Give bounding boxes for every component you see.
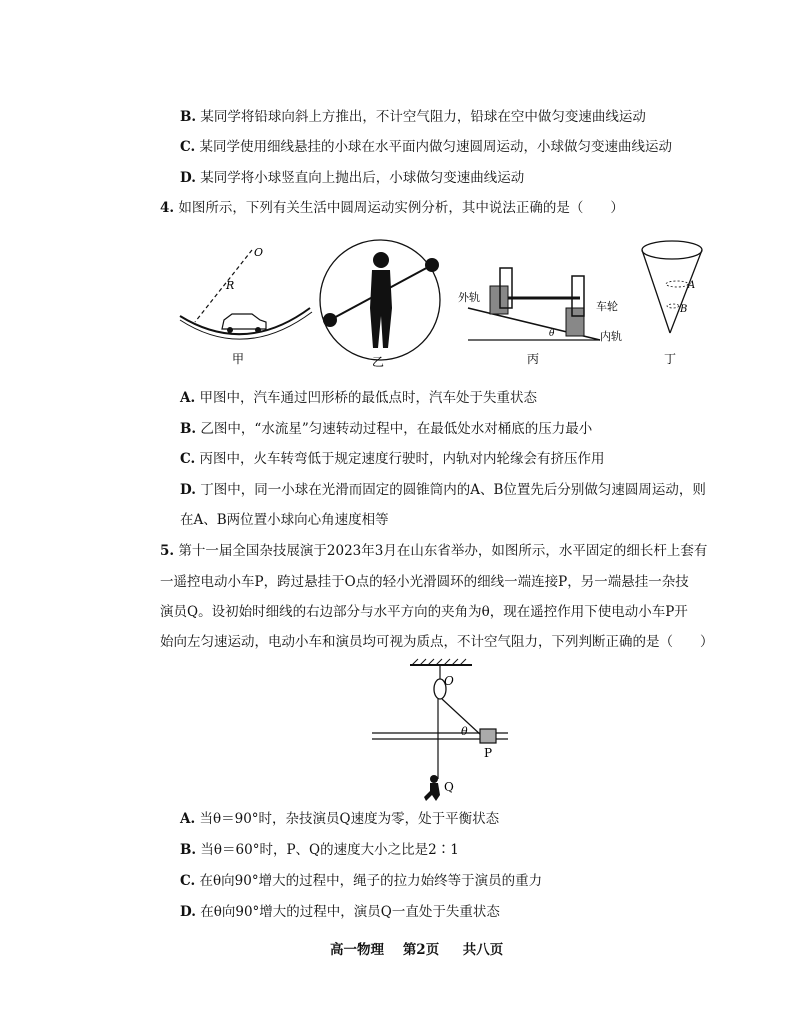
label-ding: 丁: [664, 352, 677, 366]
q4-figures: [0, 228, 794, 378]
q4-option-a: A. 甲图中，汽车通过凹形桥的最低点时，汽车处于失重状态: [180, 390, 537, 406]
q5-option-b: B. 当θ＝60°时，P、Q的速度大小之比是2∶1: [180, 842, 459, 858]
figure-jia: [180, 246, 312, 339]
figure-bing: [458, 268, 622, 343]
label-a-ding: A: [688, 280, 696, 291]
label-outer-rail: 外轨: [458, 291, 480, 304]
q5-option-c: C. 在θ向90°增大的过程中，绳子的拉力始终等于演员的重力: [180, 873, 543, 889]
label-b-ding: B: [680, 304, 688, 315]
label-o-jia: O: [254, 246, 264, 259]
label-o-q5: O: [444, 674, 454, 688]
label-theta-q5: θ: [461, 725, 468, 738]
label-inner-rail: 内轨: [600, 330, 622, 343]
figure-ding: [642, 241, 702, 333]
label-p: P: [484, 746, 493, 760]
q5-stem-3: 演员Q。设初始时细线的右边部分与水平方向的夹角为θ，现在遥控作用下使电动小车P开: [160, 604, 688, 620]
footer-subject: 高一物理: [330, 942, 384, 958]
q5-option-a: A. 当θ＝90°时，杂技演员Q速度为零，处于平衡状态: [180, 811, 500, 827]
q3-option-c: C. 某同学使用细线悬挂的小球在水平面内做匀速圆周运动，小球做匀变速曲线运动: [180, 139, 673, 155]
q5-stem-4: 始向左匀速运动，电动小车和演员均可视为质点，不计空气阻力，下列判断正确的是（ ）: [160, 634, 714, 650]
q5-option-d: D. 在θ向90°增大的过程中，演员Q一直处于失重状态: [180, 904, 500, 920]
label-wheel: 车轮: [596, 300, 618, 313]
footer-total: 共八页: [462, 942, 504, 958]
label-bing: 丙: [527, 352, 540, 366]
q5-stem-1: 5. 第十一届全国杂技展演于2023年3月在山东省举办，如图所示，水平固定的细长杆上套有: [160, 543, 708, 559]
q3-option-d: D. 某同学将小球竖直向上抛出后，小球做匀变速曲线运动: [180, 170, 525, 186]
q5-figure: [0, 655, 794, 805]
q4-stem: 4. 如图所示，下列有关生活中圆周运动实例分析，其中说法正确的是（ ）: [160, 200, 624, 216]
q4-option-d-cont: 在A、B两位置小球向心角速度相等: [180, 512, 389, 528]
label-yi: 乙: [372, 355, 385, 369]
label-q: Q: [444, 780, 454, 794]
q4-option-b: B. 乙图中，“水流星”匀速转动过程中，在最低处水对桶底的压力最小: [180, 421, 593, 437]
q3-option-b: B. 某同学将铅球向斜上方推出，不计空气阻力，铅球在空中做匀变速曲线运动: [180, 109, 646, 125]
q4-option-d: D. 丁图中，同一小球在光滑而固定的圆锥筒内的A、B位置先后分别做匀速圆周运动，则: [180, 482, 706, 498]
label-r: R: [226, 279, 235, 292]
footer-page: 第2页: [402, 942, 440, 958]
q4-option-c: C. 丙图中，火车转弯低于规定速度行驶时，内轨对内轮缘会有挤压作用: [180, 451, 605, 467]
label-jia: 甲: [232, 352, 245, 366]
figure-yi: [320, 240, 440, 360]
q5-stem-2: 一遥控电动小车P，跨过悬挂于O点的轻小光滑圆环的细线一端连接P，另一端悬挂一杂技: [160, 574, 689, 590]
label-theta-bing: θ: [549, 329, 555, 339]
page-footer: [330, 938, 503, 958]
